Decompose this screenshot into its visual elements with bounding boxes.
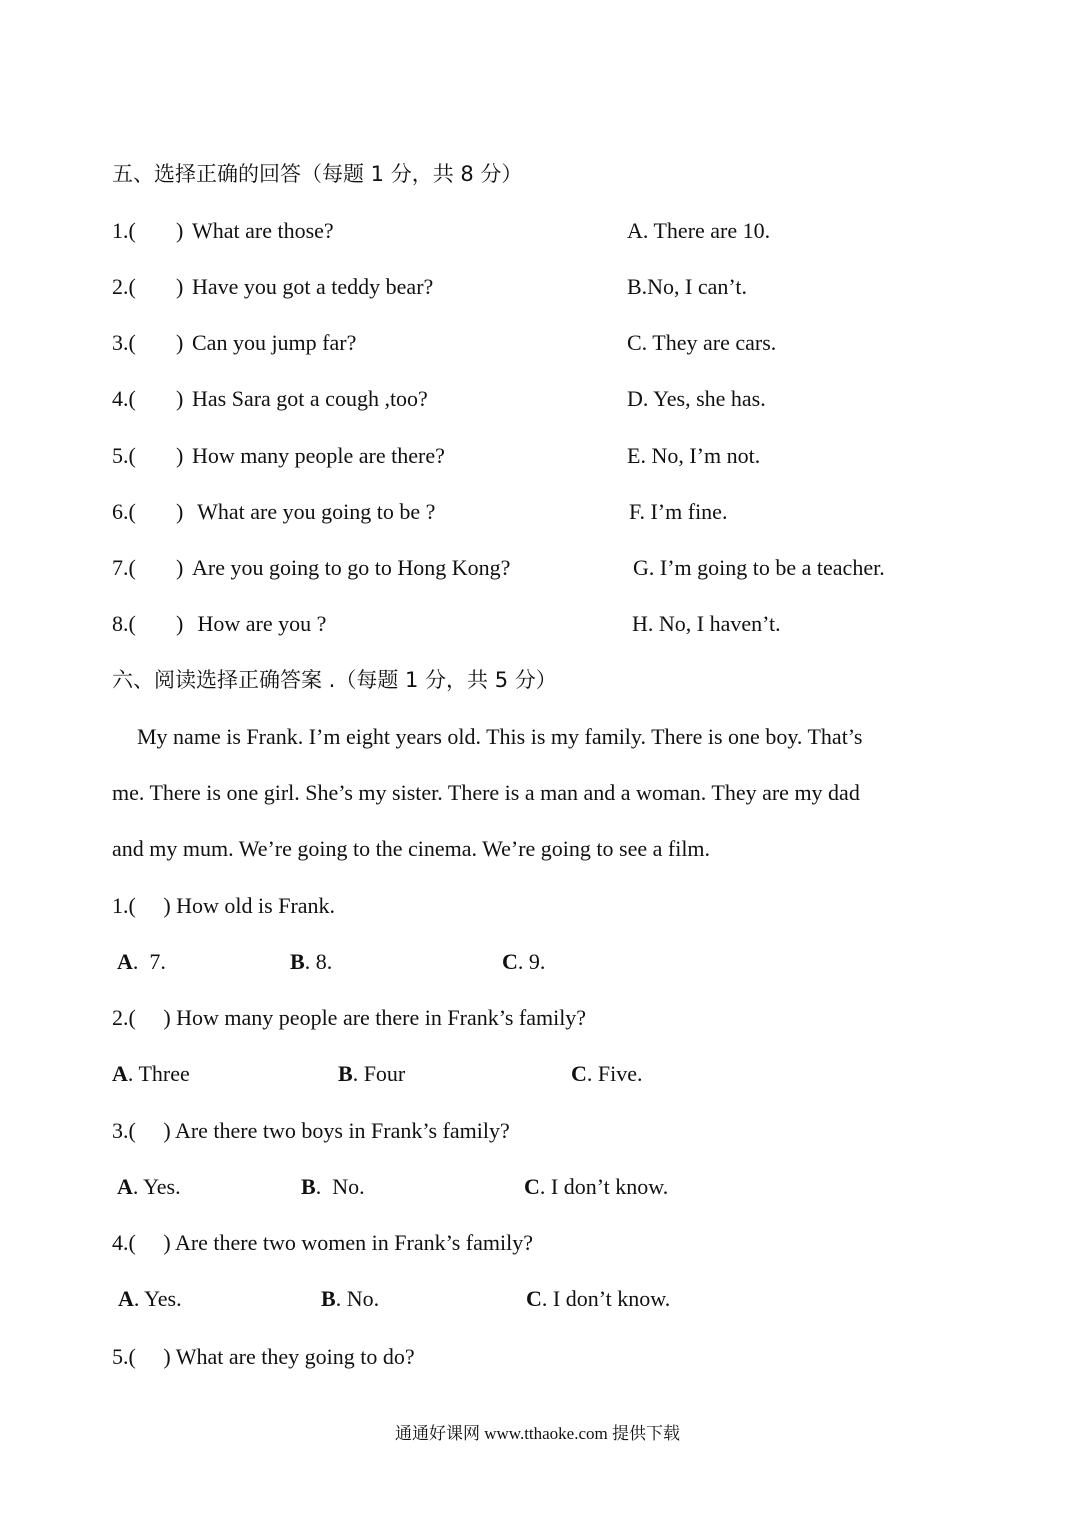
item-close-paren: ) <box>176 386 184 411</box>
item-question: What are those? <box>192 218 334 243</box>
item-answer: D. Yes, she has. <box>627 386 766 411</box>
page-footer: 通通好课网 www.tthaoke.com 提供下载 <box>394 1424 681 1443</box>
item-question: Have you got a teddy bear? <box>192 274 434 299</box>
option-letter: C <box>571 1061 587 1086</box>
option-text: . No. <box>335 1286 380 1311</box>
item-answer: B.No, I can’t. <box>627 274 747 299</box>
question-stem: 2.( ) How many people are there in Frank’s family? <box>112 1005 587 1030</box>
item-question: Has Sara got a cough ,too? <box>192 386 428 411</box>
item-question: Can you jump far? <box>192 330 357 355</box>
option-text: . I don’t know. <box>541 1286 671 1311</box>
item-number: 4.( <box>112 386 136 411</box>
option-letter: C <box>526 1286 542 1311</box>
option-b <box>321 1285 379 1313</box>
option-c <box>502 948 545 976</box>
item-answer: F. I’m fine. <box>629 499 728 524</box>
option-a <box>118 1285 182 1313</box>
option-letter: C <box>524 1174 540 1199</box>
option-a <box>117 1173 181 1201</box>
item-number: 6.( <box>112 499 136 524</box>
section6-title: 六、阅读选择正确答案 .（每题 1 分，共 5 分） <box>112 668 557 692</box>
option-c <box>526 1285 670 1313</box>
option-letter: A <box>117 1174 133 1199</box>
option-letter: B <box>321 1286 336 1311</box>
item-close-paren: ) <box>176 330 184 355</box>
item-question: Are you going to go to Hong Kong? <box>192 555 511 580</box>
option-letter: A <box>112 1061 128 1086</box>
option-letter: B <box>338 1061 353 1086</box>
option-a <box>112 1060 190 1088</box>
section5-title: 五、选择正确的回答（每题 1 分，共 8 分） <box>112 162 523 186</box>
passage-line: My name is Frank. I’m eight years old. This is my family. There is one boy. That’s <box>137 724 863 749</box>
item-number: 7.( <box>112 555 136 580</box>
option-text: . No. <box>315 1174 365 1199</box>
option-letter: B <box>301 1174 316 1199</box>
option-b <box>301 1173 365 1201</box>
item-close-paren: ) <box>176 218 184 243</box>
item-close-paren: ) <box>176 555 184 580</box>
item-answer: A. There are 10. <box>627 218 771 243</box>
option-text: . Yes. <box>133 1286 182 1311</box>
item-question: What are you going to be ? <box>192 499 436 524</box>
option-c <box>571 1060 643 1088</box>
item-close-paren: ) <box>176 499 184 524</box>
option-letter: B <box>290 949 305 974</box>
item-close-paren: ) <box>176 274 184 299</box>
option-text: . Five. <box>586 1061 643 1086</box>
item-close-paren: ) <box>176 611 184 636</box>
question-stem: 1.( ) How old is Frank. <box>112 893 336 918</box>
option-b <box>338 1060 405 1088</box>
option-text: . I don’t know. <box>539 1174 669 1199</box>
item-number: 1.( <box>112 218 136 243</box>
item-answer: G. I’m going to be a teacher. <box>633 555 885 580</box>
option-text: . Three <box>127 1061 190 1086</box>
option-text: . Yes. <box>132 1174 181 1199</box>
passage-line: and my mum. We’re going to the cinema. We’re going to see a film. <box>112 836 711 861</box>
question-stem: 4.( ) Are there two women in Frank’s family? <box>112 1230 533 1255</box>
option-text: . 9. <box>517 949 546 974</box>
item-close-paren: ) <box>176 443 184 468</box>
passage-line: me. There is one girl. She’s my sister. There is a man and a woman. They are my dad <box>112 780 860 805</box>
question-stem: 3.( ) Are there two boys in Frank’s family? <box>112 1118 510 1143</box>
item-question: How are you ? <box>192 611 327 636</box>
item-answer: H. No, I haven’t. <box>632 611 781 636</box>
option-letter: C <box>502 949 518 974</box>
question-stem: 5.( ) What are they going to do? <box>112 1344 415 1369</box>
item-question: How many people are there? <box>192 443 445 468</box>
option-text: . Four <box>352 1061 406 1086</box>
item-answer: E. No, I’m not. <box>627 443 761 468</box>
option-text: . 8. <box>304 949 333 974</box>
item-number: 2.( <box>112 274 136 299</box>
option-c <box>524 1173 668 1201</box>
option-letter: A <box>117 949 133 974</box>
item-number: 5.( <box>112 443 136 468</box>
option-text: . 7. <box>132 949 166 974</box>
option-a <box>117 948 166 976</box>
item-number: 3.( <box>112 330 136 355</box>
item-number: 8.( <box>112 611 136 636</box>
option-b <box>290 948 332 976</box>
option-letter: A <box>118 1286 134 1311</box>
item-answer: C. They are cars. <box>627 330 777 355</box>
